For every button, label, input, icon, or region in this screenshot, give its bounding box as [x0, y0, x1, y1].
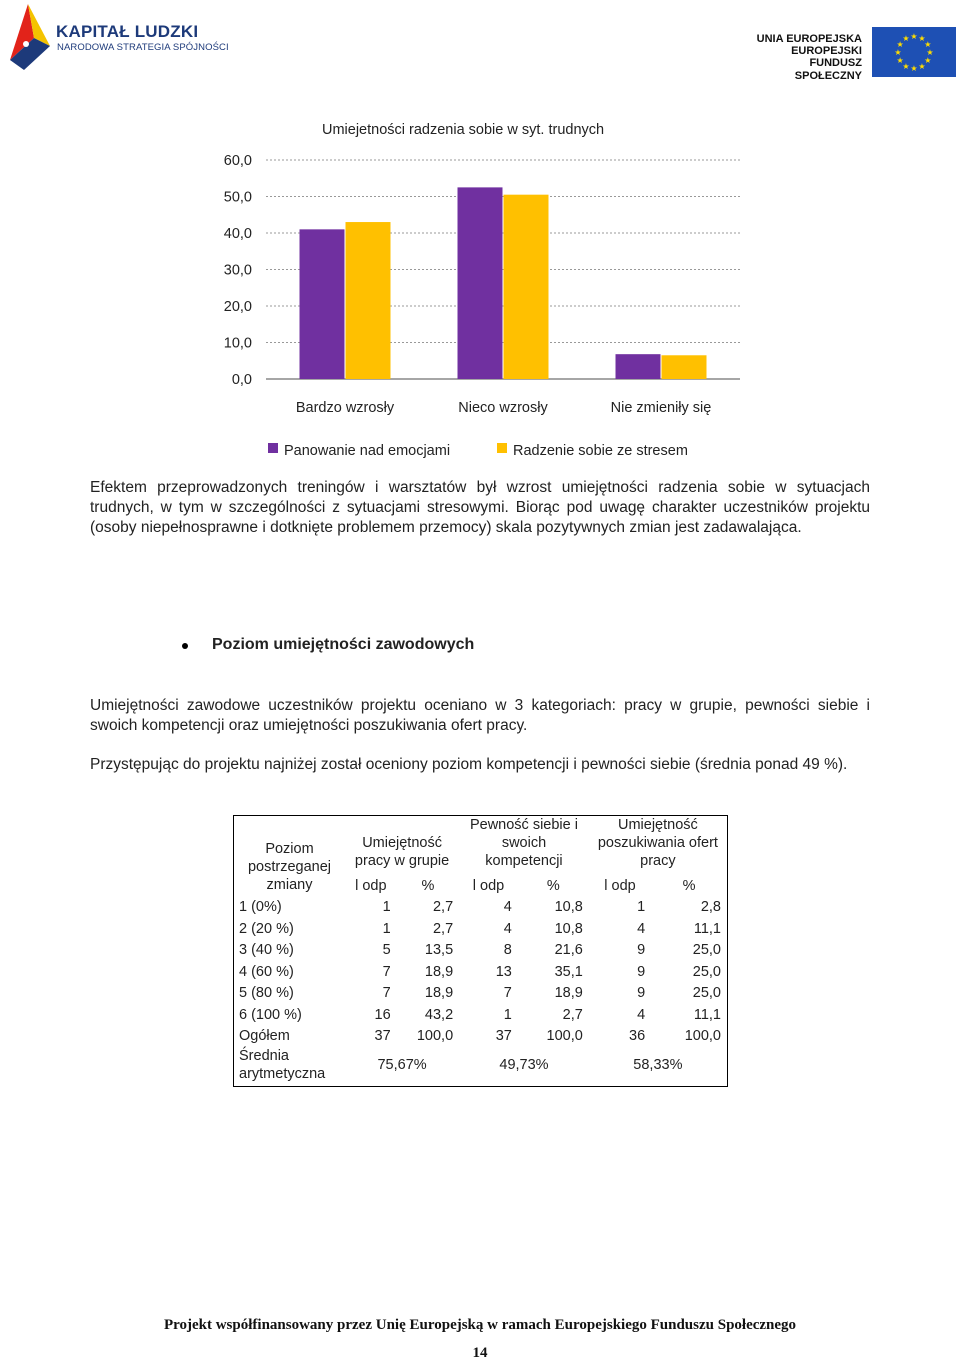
- table-cell: 13: [495, 963, 512, 980]
- table-row: [234, 937, 728, 959]
- table-cell: 35,1: [554, 963, 583, 980]
- eu-star-icon: ★: [902, 61, 910, 71]
- table-cell: 1: [637, 899, 646, 915]
- y-tick-label: 10,0: [223, 335, 252, 352]
- bar-emotions: [300, 229, 345, 379]
- eu-star-icon: ★: [910, 64, 918, 73]
- table-cell: 5: [382, 942, 391, 958]
- table-row: [234, 1023, 728, 1045]
- subheader-cell: %: [546, 877, 560, 894]
- table-cell: 11,1: [693, 1006, 721, 1023]
- y-tick-label: 60,0: [223, 153, 252, 169]
- paragraph-lowest: Przystępując do projektu najniżej został oceniony poziom kompetencji i pewności siebie (średnia ponad 49 %).: [90, 756, 848, 773]
- table-row: [234, 915, 728, 937]
- row-label: 2 (20 %): [239, 920, 294, 937]
- average-value: 75,67%: [377, 1057, 427, 1073]
- bar-chart: [0, 100, 960, 470]
- average-value: 49,73%: [499, 1057, 549, 1073]
- group-header: Umiejętność pracy w grupie: [354, 835, 450, 869]
- bar-emotions: [616, 354, 661, 379]
- eu-star-icon: ★: [926, 48, 934, 57]
- table-cell: 100,0: [546, 1028, 583, 1044]
- chart-legend: [268, 443, 688, 459]
- x-tick-label: Nieco wzrosły: [458, 400, 548, 416]
- y-axis-ticks: [224, 153, 252, 388]
- row-header-cell: Poziom postrzeganej zmiany: [247, 840, 332, 893]
- legend-label: Radzenie sobie ze stresem: [513, 443, 688, 459]
- table-cell: 1: [503, 1006, 512, 1023]
- row-label: 5 (80 %): [239, 985, 294, 1001]
- eu-star-icon: ★: [896, 56, 904, 65]
- table-cell: 36: [629, 1028, 646, 1044]
- table-cell: 7: [503, 985, 512, 1001]
- table-cell: 37: [374, 1028, 391, 1044]
- table-cell: 9: [637, 985, 646, 1001]
- average-value: 58,33%: [633, 1057, 683, 1073]
- eu-logo-line2: EUROPEJSKI: [791, 45, 862, 57]
- table-cell: 4: [637, 920, 646, 937]
- y-tick-label: 40,0: [223, 226, 252, 242]
- bar-stress: [346, 222, 391, 379]
- paragraph-results: Efektem przeprowadzonych treningów i warsztatów był wzrost umiejętności radzenia sobie w sytuacjach trudnych, w tym w szczególności z sytuacjami stresowymi. Biorąc pod uwagę charakter uczestników projektu (osoby niepełnosprawne i dotknięte problemem przemocy) skala pozytywnych zmian jest zadawalająca.: [90, 479, 870, 536]
- chart-title: Umiejetności radzenia sobie w syt. trudnych: [322, 122, 605, 138]
- legend-swatch: [497, 443, 507, 453]
- bar-stress: [662, 355, 707, 379]
- table-cell: 25,0: [692, 985, 721, 1001]
- table-cell: 2,7: [562, 1006, 583, 1023]
- table-cell: 100,0: [416, 1028, 454, 1044]
- table-cell: 25,0: [692, 942, 721, 958]
- table-cell: 1: [382, 899, 391, 915]
- table-row: [234, 980, 728, 1002]
- eu-flag-icon: [872, 27, 956, 77]
- group-header: Pewność siebie i swoich kompetencji: [469, 817, 578, 869]
- section-title: Poziom umiejętności zawodowych: [212, 636, 475, 653]
- y-tick-label: 30,0: [223, 262, 252, 279]
- eu-star-icon: ★: [924, 40, 932, 49]
- subheader-cell: l odp: [355, 877, 387, 894]
- table-cell: 10,8: [554, 920, 583, 937]
- logo-subtitle: NARODOWA STRATEGIA SPÓJNOŚCI: [57, 42, 229, 53]
- table-cell: 4: [503, 899, 512, 915]
- table-cell: 43,2: [424, 1006, 454, 1023]
- eu-logo-line3: FUNDUSZ SPOŁECZNY: [794, 57, 862, 82]
- legend-label: Panowanie nad emocjami: [284, 443, 451, 459]
- bar-emotions: [458, 187, 503, 379]
- table-cell: 7: [382, 985, 391, 1001]
- skills-table: [233, 815, 728, 1087]
- table-cell: 21,6: [554, 942, 583, 958]
- eu-star-icon: ★: [902, 34, 910, 44]
- legend-swatch: [268, 443, 278, 453]
- x-tick-label: Bardzo wzrosły: [295, 400, 395, 416]
- table-cell: 10,8: [554, 899, 583, 915]
- table-cell: 37: [495, 1028, 512, 1044]
- y-tick-label: 0,0: [231, 372, 252, 388]
- row-label: Ogółem: [239, 1028, 290, 1044]
- table-cell: 18,9: [554, 985, 583, 1001]
- row-label: 3 (40 %): [239, 942, 294, 958]
- row-label: 1 (0%): [239, 899, 282, 915]
- page-number: 14: [472, 1345, 488, 1361]
- table-cell: 9: [637, 942, 646, 958]
- table-cell: 7: [382, 963, 391, 980]
- subheader-cell: %: [421, 877, 435, 894]
- average-label: Średnia arytmetyczna: [239, 1048, 326, 1082]
- row-label: 4 (60 %): [239, 963, 294, 980]
- table-cell: 1: [382, 920, 391, 937]
- table-cell: 9: [637, 963, 646, 980]
- table-cell: 13,5: [424, 942, 454, 958]
- table-cell: 8: [503, 942, 512, 958]
- table-cell: 100,0: [684, 1028, 721, 1044]
- table-cell: 2,8: [700, 899, 721, 915]
- eu-star-icon: ★: [918, 34, 926, 44]
- table-cell: 4: [637, 1006, 646, 1023]
- table-cell: 16: [374, 1006, 391, 1023]
- y-tick-label: 50,0: [223, 189, 252, 206]
- row-label: 6 (100 %): [239, 1006, 302, 1023]
- x-tick-label: Nie zmieniły się: [610, 400, 712, 416]
- table-cell: 18,9: [424, 985, 454, 1001]
- eu-star-icon: ★: [924, 56, 932, 65]
- table-row: [234, 958, 728, 980]
- table-row: [234, 1001, 728, 1023]
- subheader-cell: l odp: [472, 877, 505, 894]
- table-row: [234, 894, 728, 916]
- bullet-icon: [182, 643, 188, 649]
- table-cell: 18,9: [424, 963, 454, 980]
- subheader-cell: %: [682, 877, 696, 894]
- group-header: Umiejętność poszukiwania ofert pracy: [597, 817, 718, 869]
- table-cell: 11,1: [693, 920, 721, 937]
- footer-text: Projekt współfinansowany przez Unię Europejską w ramach Europejskiego Funduszu Społecznego: [163, 1317, 797, 1333]
- chart-bars: [300, 187, 707, 379]
- paragraph-categories: Umiejętności zawodowe uczestników projektu oceniano w 3 kategoriach: pracy w grupie, pewności siebie i swoich kompetencji oraz umiejętności poszukiwania ofert pracy.: [90, 697, 870, 734]
- y-tick-label: 20,0: [223, 299, 252, 315]
- logo-title: KAPITAŁ LUDZKI: [56, 22, 199, 41]
- bar-stress: [504, 195, 549, 379]
- eu-logo-title: UNIA EUROPEJSKA: [756, 33, 862, 45]
- eu-star-icon: ★: [896, 40, 904, 49]
- subheader-cell: l odp: [604, 877, 636, 894]
- eu-star-icon: ★: [894, 48, 902, 57]
- table-header-row: [234, 816, 728, 873]
- table-cell: 2,7: [432, 899, 454, 915]
- table-cell: 25,0: [692, 963, 721, 980]
- eu-star-icon: ★: [918, 61, 926, 71]
- table-cell: 4: [503, 920, 512, 937]
- table-cell: 2,7: [432, 920, 454, 937]
- table-average-row: [234, 1044, 728, 1087]
- eu-star-icon: ★: [910, 32, 918, 41]
- x-axis-labels: [296, 400, 712, 416]
